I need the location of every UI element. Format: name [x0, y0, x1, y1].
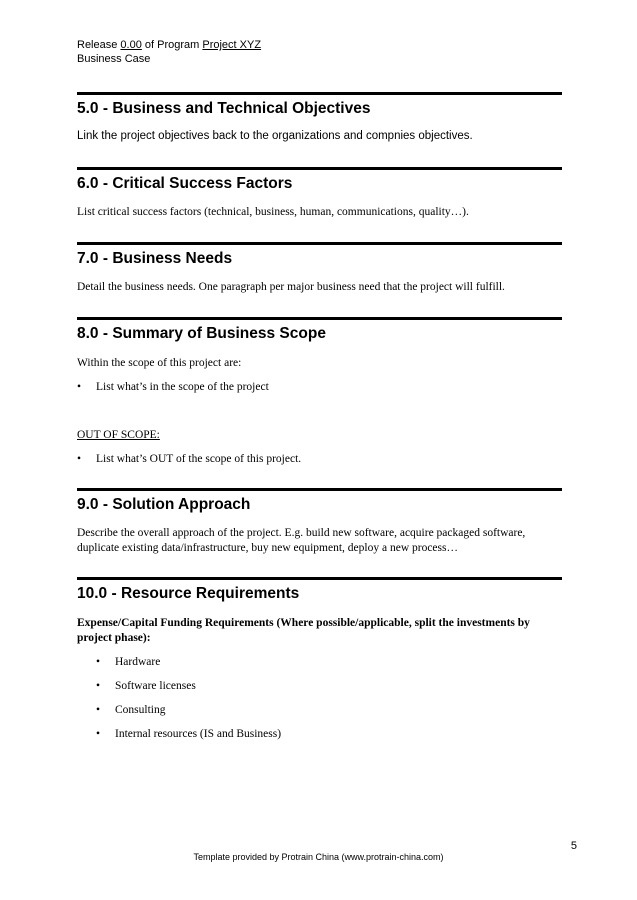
list-item-text: Software licenses: [115, 680, 196, 692]
section-rule: [77, 317, 562, 320]
list-item-text: Internal resources (IS and Business): [115, 728, 282, 740]
section-9: [77, 488, 562, 514]
section-8-intro: Within the scope of this project are:: [77, 357, 242, 369]
section-title: 5.0 - Business and Technical Objectives: [77, 100, 371, 117]
out-of-scope-label: OUT OF SCOPE:: [77, 429, 160, 441]
section-rule: [77, 167, 562, 170]
doc-type: Business Case: [77, 53, 151, 65]
section-6-body: List critical success factors (technical, business, human, communications, quality…).: [77, 206, 469, 218]
list-item-text: List what’s in the scope of the project: [96, 381, 269, 393]
list-item-text: Consulting: [115, 704, 166, 716]
list-item-text: Hardware: [115, 656, 161, 668]
release-prefix: Release: [77, 39, 121, 51]
section-title: 6.0 - Critical Success Factors: [77, 175, 293, 192]
bullet-glyph: •: [96, 656, 101, 668]
list-item-text: List what’s OUT of the scope of this project.: [96, 453, 302, 465]
section-7-body: Detail the business needs. One paragraph per major business need that the project will fulfill.: [77, 281, 505, 293]
section-7: [77, 242, 562, 268]
section-5: [77, 92, 562, 118]
section-rule: [77, 488, 562, 491]
section-5-body: Link the project objectives back to the organizations and compnies objectives.: [77, 130, 473, 142]
bullet-glyph: •: [77, 381, 82, 393]
release-mid: of Program: [141, 39, 203, 51]
bullet-glyph: •: [96, 728, 101, 740]
resource-subheading: Expense/Capital Funding Requirements (Where possible/applicable, split the investments by project phase):: [77, 617, 530, 644]
release-line: [77, 38, 261, 52]
section-rule: [77, 242, 562, 245]
section-rule: [77, 577, 562, 580]
bullet-glyph: •: [77, 453, 82, 465]
page-header: [77, 38, 261, 66]
section-rule: [77, 92, 562, 95]
section-10: [77, 577, 562, 603]
section-title: 8.0 - Summary of Business Scope: [77, 325, 326, 342]
section-6: [77, 167, 562, 193]
project-name: Project XYZ: [202, 39, 262, 51]
section-title: 9.0 - Solution Approach: [77, 496, 251, 513]
section-title: 7.0 - Business Needs: [77, 250, 233, 267]
section-8: [77, 317, 562, 343]
page-footer: Template provided by Protrain China (www.protrain-china.com): [193, 852, 444, 862]
section-9-body: Describe the overall approach of the project. E.g. build new software, acquire packaged software, duplicate existing data/infrastructure, buy new equipment, deploy a new process…: [77, 527, 526, 554]
release-number: 0.00: [120, 39, 142, 51]
page-number: 5: [570, 840, 577, 852]
bullet-glyph: •: [96, 680, 101, 692]
section-title: 10.0 - Resource Requirements: [77, 585, 300, 602]
bullet-glyph: •: [96, 704, 101, 716]
